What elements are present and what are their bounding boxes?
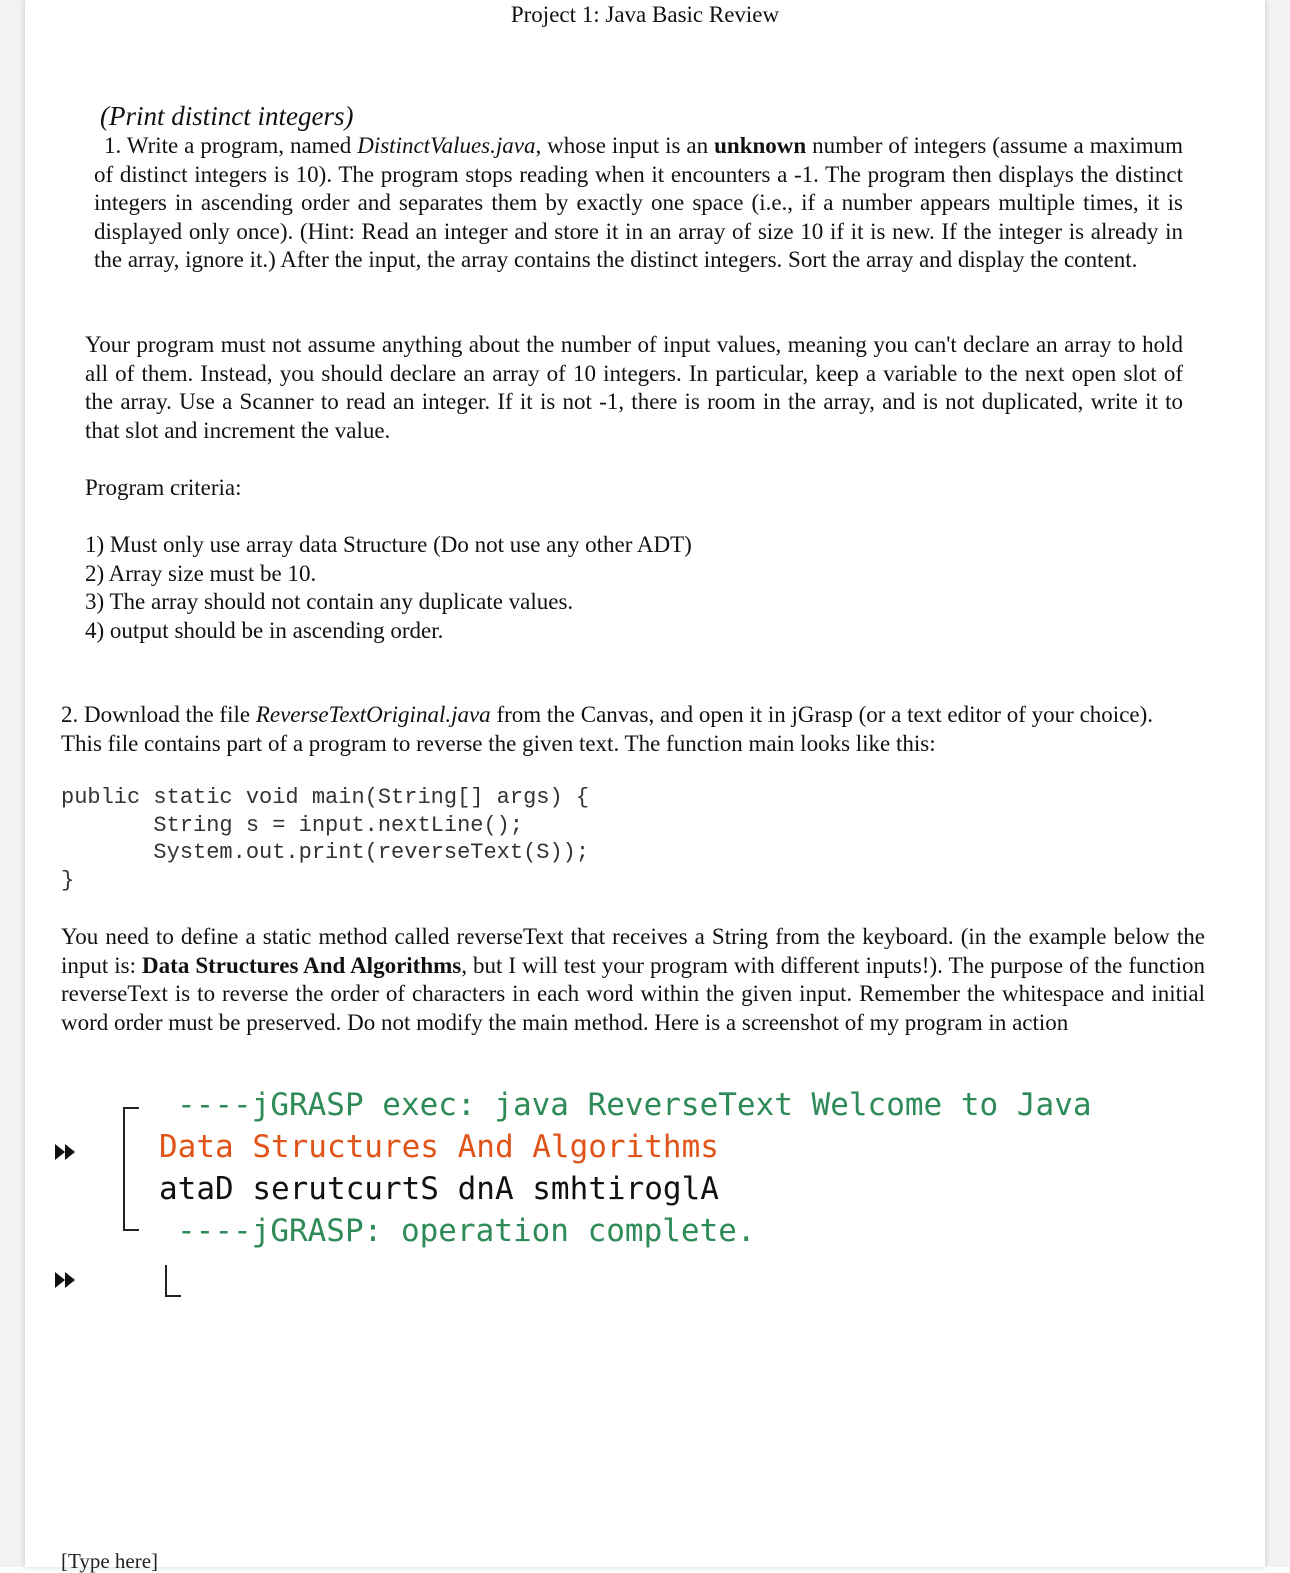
p3-prefix: You need to define a static method called reverseText that receives a String from the keyboard. (in the example below the input is: [61, 924, 1205, 978]
console-line-complete: ----jGRASP: operation complete. [177, 1213, 756, 1249]
criteria-label: Program criteria: [85, 475, 242, 500]
q2-prefix: 2. Download the file [61, 702, 256, 727]
p1-rest: number of integers (assume a maximum of distinct integers is 10). The program stops reading when it encounters a -1. The program then displays the distinct integers in ascending order and separates them by exactly one space (i.e., if a number appears multiple times, it is displayed only once). (Hint: Read an integer and store it in an array of size 10 if it is new. If the integer is already in the array, ignore it.) After the input, the array contains the distinct integers. Sort the array and display the content. [94, 133, 1183, 272]
code-block [61, 784, 589, 894]
p1-bold: unknown [714, 133, 807, 158]
run-arrow-icon [55, 1142, 95, 1162]
section2-paragraph2 [61, 923, 1205, 1037]
console-line-input: Data Structures And Algorithms [159, 1129, 719, 1165]
q2-filename: ReverseTextOriginal.java [255, 702, 491, 727]
code-line: String s = input.nextLine(); [61, 812, 524, 838]
code-line: System.out.print(reverseText(S)); [61, 840, 590, 865]
criteria-list [85, 531, 1085, 645]
criteria-item: 2) Array size must be 10. [85, 560, 317, 586]
section1-heading: (Print distinct integers) [100, 101, 354, 131]
section1-paragraph2: Your program must not assume anything about the number of input values, meaning you can't declare an array to hold all of them. Instead, you should declare an array of 10 integers. In particular, keep a variable to the next open slot of the array. Use a Scanner to read an integer. If it is not -1, there is room in the array, and is not duplicated, write it to that slot and increment the value. [85, 332, 1183, 443]
console-line-exec: ----jGRASP exec: java ReverseText Welcome to Java [177, 1087, 1092, 1123]
p1-mid: , whose input is an [535, 133, 715, 158]
footer-placeholder[interactable]: [Type here] [61, 1549, 159, 1573]
criteria-item: 3) The array should not contain any duplicate values. [85, 589, 574, 614]
page-title: Project 1: Java Basic Review [510, 2, 780, 27]
criteria-item: 1) Must only use array data Structure (Do not use any other ADT) [85, 532, 692, 557]
console-line-output: ataD serutcurtS dnA smhtiroglA [159, 1171, 719, 1207]
p1-filename: DistinctValues.java [357, 133, 536, 158]
run-arrow-icon [55, 1270, 95, 1290]
code-line: } [61, 867, 75, 893]
p3-bold: Data Structures And Algorithms [142, 952, 462, 978]
q2-rest: from the Canvas, and open it in jGrasp (or a text editor of your choice). This file contains part of a program to reverse the given text. The function main looks like this: [61, 702, 1154, 756]
console-screenshot [55, 1085, 1155, 1315]
criteria-item: 4) output should be in ascending order. [85, 617, 444, 643]
section1-paragraph1 [94, 132, 1183, 275]
code-line: public static void main(String[] args) { [61, 785, 590, 810]
p1-prefix: 1. Write a program, named [104, 133, 358, 158]
section2-paragraph1 [61, 701, 1183, 758]
cursor-icon [165, 1265, 181, 1297]
console-bracket [123, 1107, 139, 1231]
document-page [25, 0, 1265, 1573]
p3-rest: , but I will test your program with different inputs!). The purpose of the function reverseText is to reverse the order of characters in each word within the given input. Remember the whitespace and initial word order must be preserved. Do not modify the main method. Here is a screenshot of my program in action [61, 952, 1205, 1035]
